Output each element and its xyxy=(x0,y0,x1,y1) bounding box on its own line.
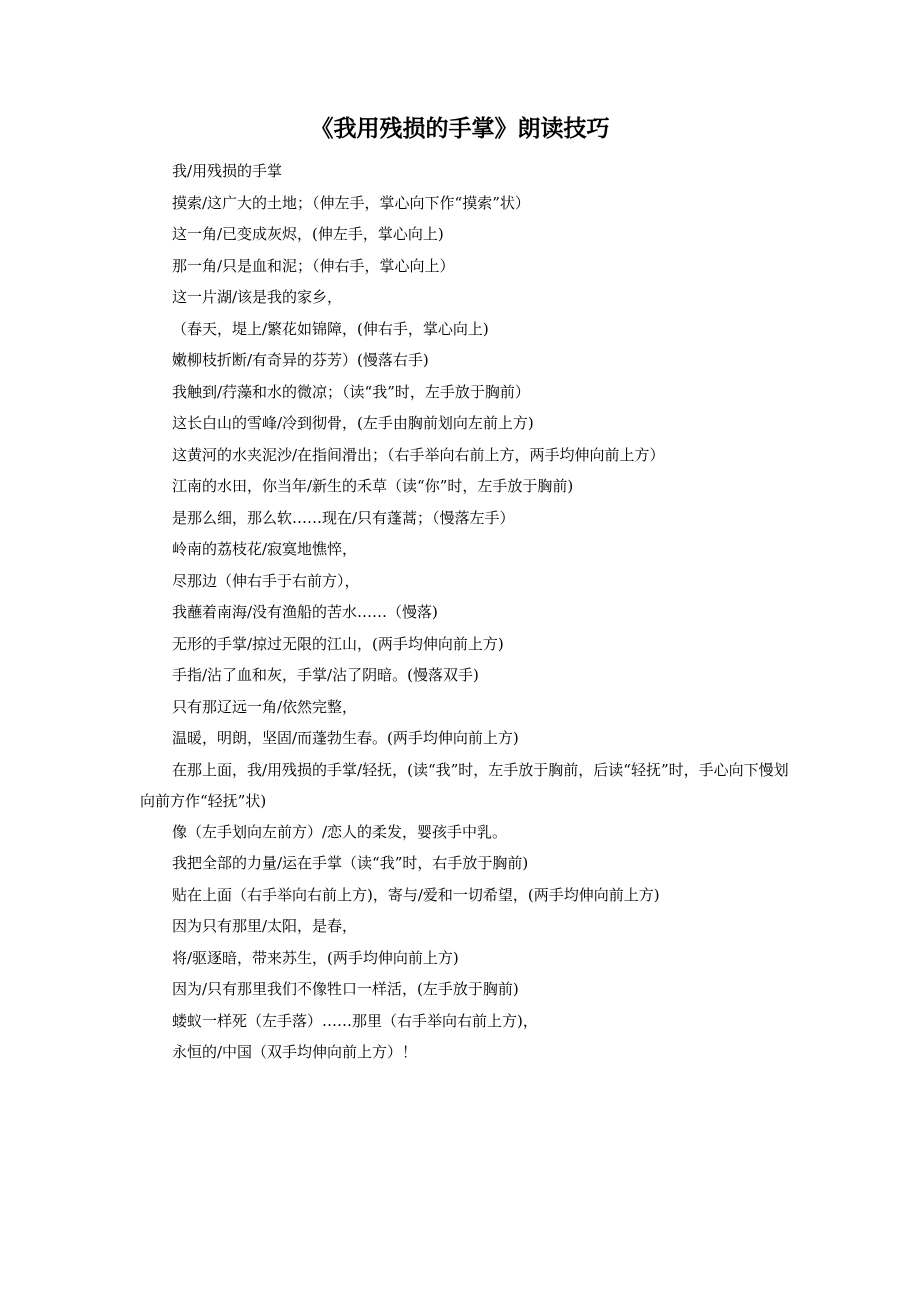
text-line: 因为只有那里/太阳，是春， xyxy=(172,917,358,935)
text-line: 江南的水田，你当年/新生的禾草（读“你”时，左手放于胸前) xyxy=(172,477,574,495)
text-line: 这一片湖/该是我的家乡， xyxy=(172,288,343,306)
text-line: 因为/只有那里我们不像牲口一样活，(左手放于胸前) xyxy=(172,980,519,998)
text-line: 那一角/只是血和泥；（伸右手，掌心向上） xyxy=(172,256,455,275)
text-line: 我触到/荇藻和水的微凉；（读“我”时，左手放于胸前） xyxy=(172,382,530,401)
text-line: 我蘸着南海/没有渔船的苦水……（慢落) xyxy=(172,603,438,621)
text-line: 我把全部的力量/运在手掌（读“我”时，右手放于胸前) xyxy=(172,854,529,872)
text-line: 只有那辽远一角/依然完整， xyxy=(172,697,358,716)
text-line: （春天，堤上/繁花如锦障，(伸右手，掌心向上) xyxy=(172,319,489,338)
text-line: 这黄河的水夹泥沙/在指间滑出；（右手举向右前上方，两手均伸向前上方） xyxy=(172,445,665,464)
text-line: 蝼蚁一样死（左手落）……那里（右手举向右前上方)， xyxy=(172,1011,538,1030)
text-line: 温暖，明朗，坚固/而蓬勃生春。(两手均伸向前上方) xyxy=(172,729,519,747)
text-line: 这长白山的雪峰/冷到彻骨，(左手由胸前划向左前上方) xyxy=(172,414,534,432)
document-title: 《我用残损的手掌》朗读技巧 xyxy=(310,116,610,142)
text-line: 岭南的荔枝花/寂寞地憔悴， xyxy=(172,540,358,558)
text-line: 这一角/已变成灰烬，(伸左手，掌心向上) xyxy=(172,225,444,243)
text-line: 贴在上面（右手举向右前上方)，寄与/爱和一切希望，(两手均伸向前上方) xyxy=(172,885,660,904)
text-line: 尽那边（伸右手于右前方）， xyxy=(172,571,360,590)
text-line: 像（左手划向左前方）/恋人的柔发，婴孩手中乳。 xyxy=(172,822,508,841)
text-line: 我/用残损的手掌 xyxy=(172,162,283,180)
text-line: 摸索/这广大的土地；（伸左手，掌心向下作“摸索”状） xyxy=(172,193,530,212)
document-body xyxy=(140,156,790,1069)
text-line: 无形的手掌/掠过无限的江山，(两手均伸向前上方) xyxy=(172,634,504,653)
text-line: 永恒的/中国（双手均伸向前上方）！ xyxy=(172,1043,418,1061)
text-line: 将/驱逐暗，带来苏生，(两手均伸向前上方) xyxy=(172,948,459,967)
text-line: 手指/沾了血和灰，手掌/沾了阴暗。(慢落双手) xyxy=(172,666,479,684)
text-line-wrapped: 在那上面，我/用残损的手掌/轻抚，(读“我”时，左手放于胸前，后读“轻抚”时，手心向下慢划向前方作“轻抚”状) xyxy=(140,760,789,810)
text-line: 是那么细，那么软……现在/只有蓬蒿；（慢落左手） xyxy=(172,508,515,527)
text-line: 嫩柳枝折断/有奇异的芬芳）(慢落右手) xyxy=(172,351,429,369)
